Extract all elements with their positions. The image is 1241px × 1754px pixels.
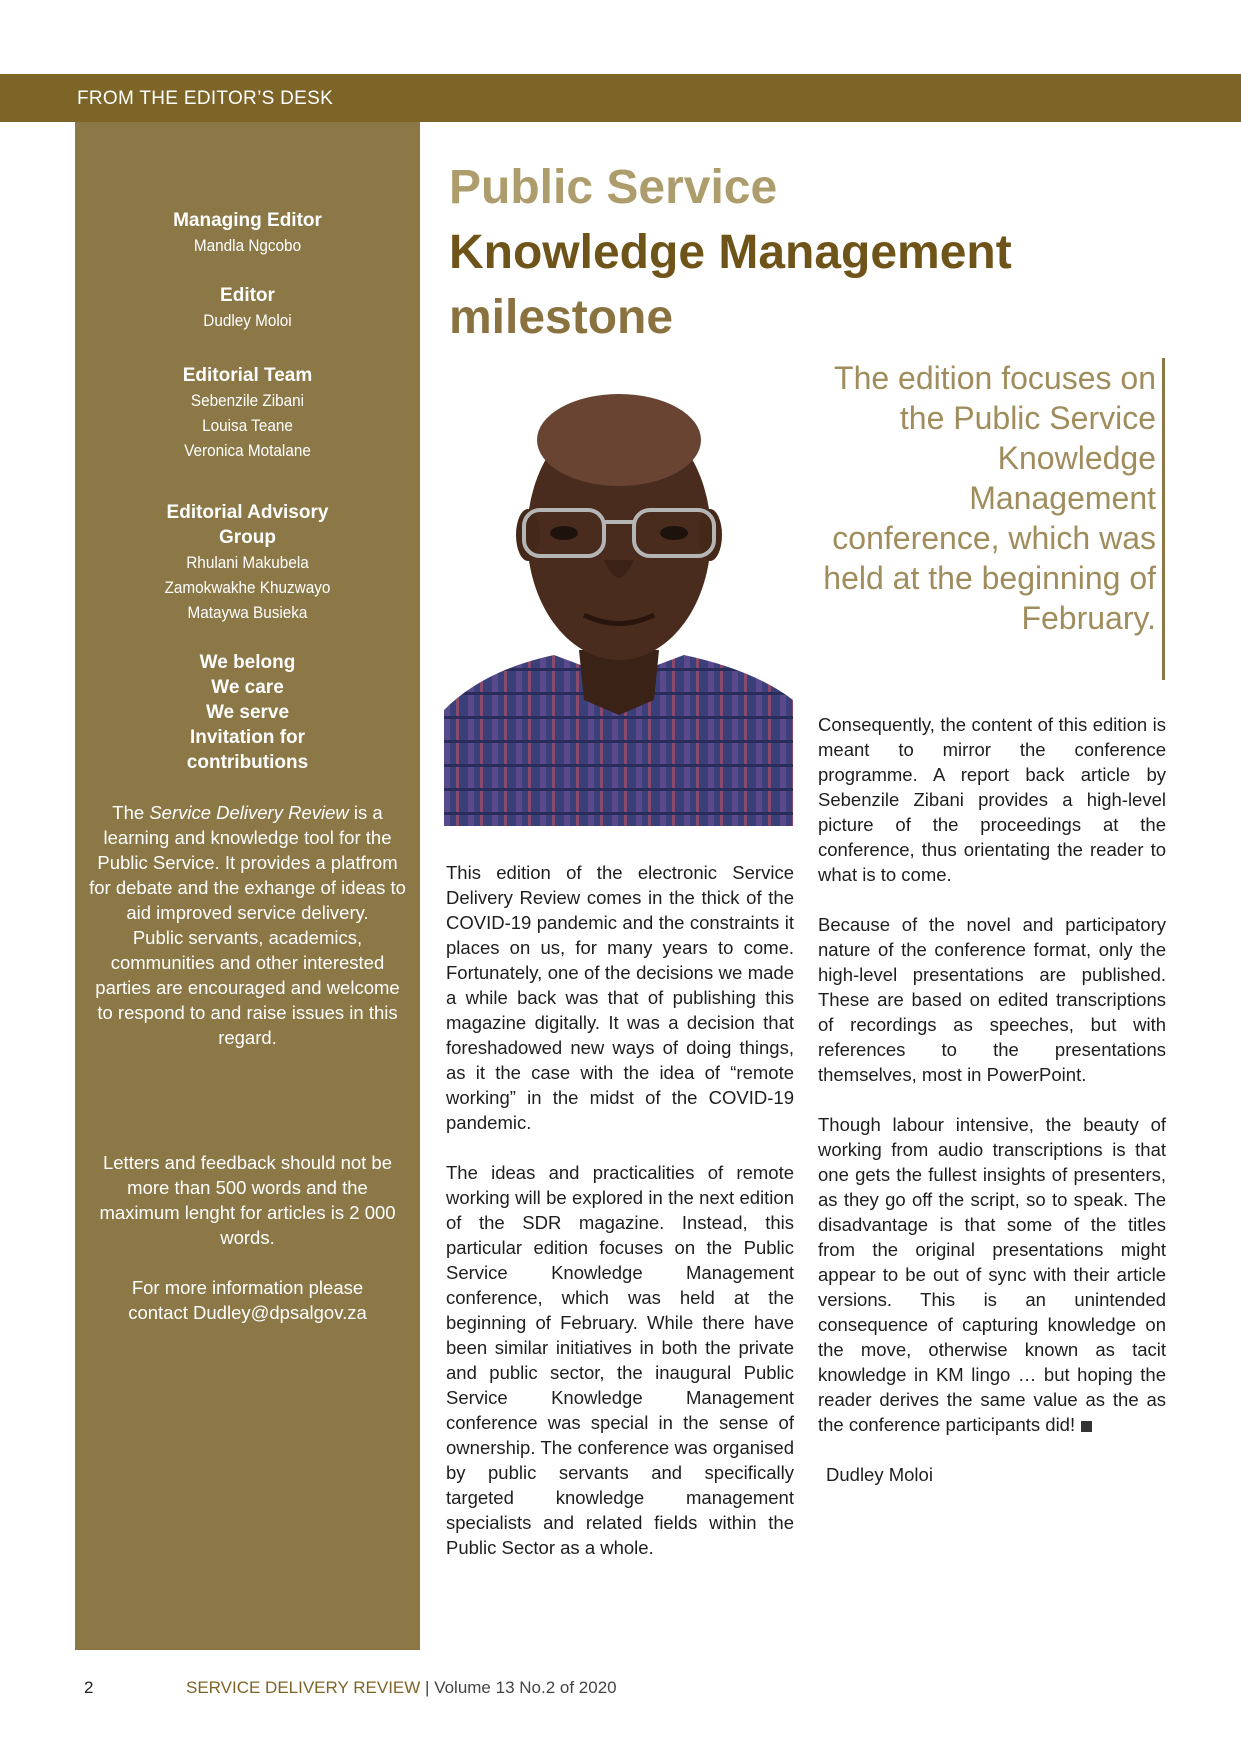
editorial-team-member: Sebenzile Zibani [190,391,305,410]
article-column-1 [446,860,794,1585]
values-block [75,650,420,775]
about-text: The Service Delivery Review is a learning and knowledge tool for the Public Service. It provides a platfrom for debate and the exhange of ideas to aid improved service delivery. [89,802,406,923]
footer-volume: Volume 13 No.2 of 2020 [434,1678,617,1697]
publication-name: Service Delivery Review [149,802,349,823]
managing-editor-name: Mandla Ngcobo [193,236,302,255]
editor-portrait-photo [444,370,793,826]
editorial-team-heading: Editorial Team [182,365,313,386]
advisory-group-heading: Group [219,527,276,548]
end-of-article-mark [1081,1421,1092,1432]
article-paragraph-last: Though labour intensive, the beauty of working from audio transcriptions is that one gets the fullest insights of presenters, as they go off the script, so to speak. The disadvantage is that some of the titles from the original presentations might appear to be out of sync with their article versions. This is an unintended consequence of capturing knowledge on the move, otherwise known as tacit knowledge in KM lingo … but hoping the reader derives the same value as the as the conference participants did! [818,1114,1166,1435]
footer-separator: | [420,1678,435,1697]
editor-name: Dudley Moloi [203,311,292,330]
letters-text: Letters and feedback should not be more than 500 words and the maximum lenght for articles is 2 000 words. [99,1152,396,1248]
article-paragraph: The ideas and practicalities of remote working will be explored in the next edition of the SDR magazine. Instead, this particular edition focuses on the Public Service Knowledge Management conference, which was held at the beginning of February. While there have been similar initiatives in both the private and public sector, the inaugural Public Service Knowledge Management conference was special in the sense of ownership. The conference was organised by public servants and specifically targeted knowledge management specialists and related fields within the Public Sector as a whole. [446,1162,794,1558]
title-line-1: Public Service [449,161,778,214]
portrait-illustration [444,370,793,826]
editorial-team-block [75,363,420,463]
masthead-sidebar [75,122,420,1650]
title-line-2: Knowledge Management [449,226,1012,279]
advisory-group-heading: Editorial Advisory [166,502,329,523]
managing-editor-block [75,208,420,258]
advisory-group-member: Mataywa Busieka [187,603,308,622]
author-signature: Dudley Moloi [826,1464,933,1485]
advisory-group-member: Rhulani Makubela [186,553,309,572]
editorial-team-member: Veronica Motalane [184,441,311,460]
pullquote: The edition focuses on the Public Service Knowledge Management conference, which was held at the beginning of February. [823,360,1156,636]
editor-heading: Editor [220,285,275,306]
editorial-team-member: Louisa Teane [202,416,293,435]
article-title [449,155,1012,350]
editor-block [75,283,420,333]
section-header-bar [0,74,1241,122]
footer-publication: SERVICE DELIVERY REVIEW [186,1678,421,1697]
value-line: Invitation for [189,727,306,748]
contact-block [75,1275,420,1325]
letters-block [75,1150,420,1250]
value-line: contributions [186,752,309,773]
contact-text: For more information please contact Dudley@dpsalgov.za [128,1277,367,1323]
footer-publication-line [186,1678,617,1698]
value-line: We care [211,677,284,698]
invite-text: Public servants, academics, communities and other interested parties are encouraged and welcome to respond to and raise issues in this regard. [95,927,400,1048]
advisory-group-member: Zamokwakhe Khuzwayo [164,578,331,597]
section-label: FROM THE EDITOR’S DESK [77,88,334,109]
managing-editor-heading: Managing Editor [173,210,322,231]
title-line-3: milestone [449,291,674,344]
page-number: 2 [84,1678,94,1697]
pullquote-rule [1162,358,1165,680]
article-paragraph: This edition of the electronic Service Delivery Review comes in the thick of the COVID-19 pandemic and the constraints it places on us, for many years to come. Fortunately, one of the decisions we made a while back was that of publishing this magazine digitally. It was a decision that foreshadowed new ways of doing things, as it the case with the idea of “remote working” in the midst of the COVID-19 pandemic. [446,862,794,1133]
advisory-group-block [75,500,420,625]
about-block [75,800,420,1050]
value-line: We serve [205,702,290,723]
article-paragraph: Because of the novel and participatory nature of the conference format, only the high-level presentations are published. These are based on edited transcriptions of recordings as speeches, but with references to the presentations themselves, most in PowerPoint. [818,914,1166,1085]
article-paragraph: Consequently, the content of this edition is meant to mirror the conference programme. A report back article by Sebenzile Zibani provides a high-level picture of the proceedings at the conference, thus orientating the reader to what is to come. [818,714,1166,885]
value-line: We belong [199,652,296,673]
article-column-2 [818,712,1166,1487]
